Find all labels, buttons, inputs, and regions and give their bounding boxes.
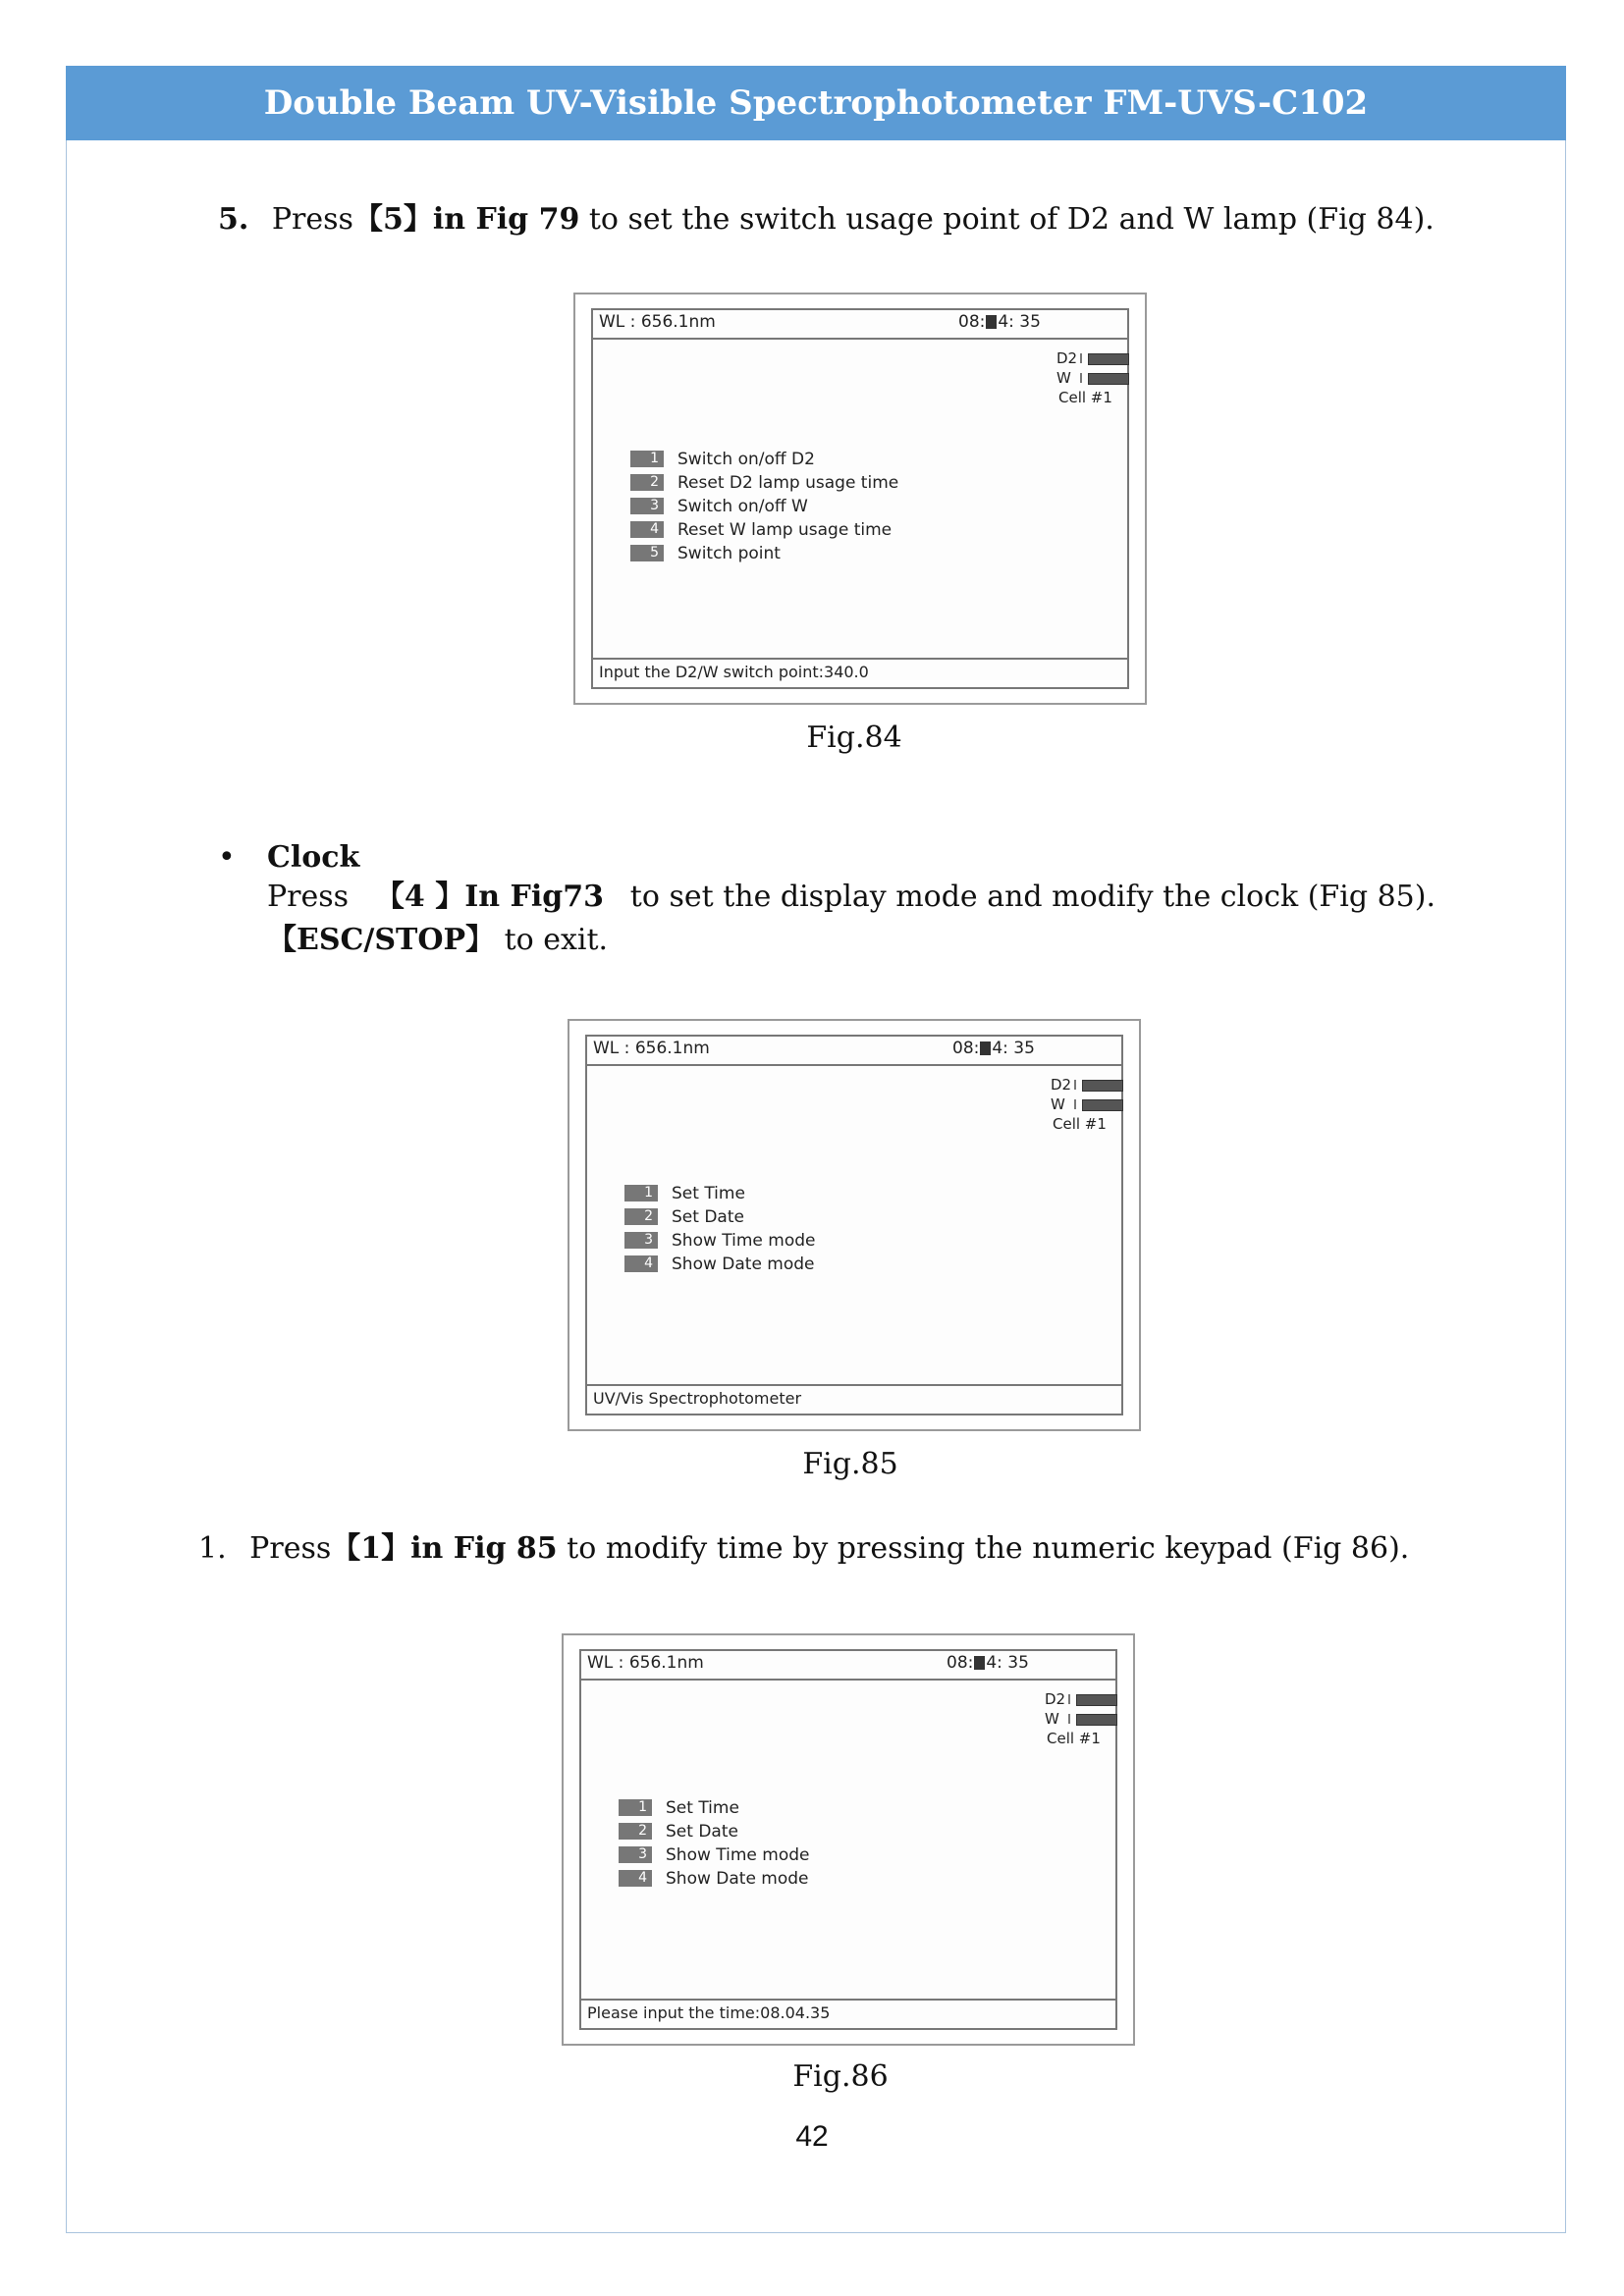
exit-text: to exit. (495, 923, 609, 957)
step-5-paragraph (218, 198, 1435, 241)
menu-item-number: 1 (630, 451, 664, 467)
lcd-status-bar (581, 1999, 1115, 2028)
speaker-icon (986, 315, 997, 329)
figure-caption: Fig.84 (806, 721, 902, 755)
step-1-paragraph (198, 1527, 1409, 1571)
menu-item-label: Switch on/off D2 (677, 450, 815, 469)
menu-item-number: 4 (630, 521, 664, 538)
clock-hours: 08: (947, 1653, 974, 1673)
step-key: 【5】in Fig 79 (352, 202, 580, 237)
cell-label: Cell #1 (1053, 1115, 1107, 1133)
menu-item-number: 1 (624, 1185, 658, 1201)
clock-key: 【4 】In Fig73 (374, 880, 604, 914)
d2-lamp-bar (1082, 1080, 1123, 1092)
menu-item-number: 2 (624, 1208, 658, 1225)
menu-item (619, 1822, 913, 1842)
clock-readout (958, 312, 1041, 332)
menu-item-label: Set Date (672, 1207, 744, 1227)
step-press: Press (249, 1531, 332, 1566)
lcd-screen (591, 308, 1129, 689)
page-header (66, 66, 1566, 140)
menu-item (624, 1207, 919, 1227)
menu-item (624, 1255, 919, 1274)
menu-item-label: Switch point (677, 544, 781, 563)
menu-item-number: 3 (630, 498, 664, 514)
figure-caption: Fig.85 (802, 1447, 898, 1481)
menu-item (619, 1845, 913, 1865)
menu-item-label: Show Date mode (666, 1869, 809, 1889)
menu-item (630, 544, 925, 563)
clock-title: Clock (267, 840, 360, 875)
menu-item-number: 4 (619, 1870, 652, 1887)
step-text: to modify time by pressing the numeric keypad (Fig 86). (557, 1531, 1410, 1566)
clock-minutes-seconds: 4: 35 (992, 1039, 1035, 1058)
w-lamp-bar (1076, 1714, 1117, 1726)
lcd-figure-84 (573, 293, 1147, 705)
menu-item (630, 450, 925, 469)
menu-item-number: 1 (619, 1799, 652, 1816)
lcd-top-bar (581, 1651, 1115, 1681)
menu-item (619, 1798, 913, 1818)
figure-caption: Fig.86 (792, 2059, 889, 2094)
status-text: UV/Vis Spectrophotometer (593, 1389, 802, 1408)
d2-lamp-label: D2 (1051, 1076, 1072, 1094)
lcd-status-bar (593, 658, 1127, 687)
lcd-figure-85 (568, 1019, 1141, 1431)
menu-item-label: Switch on/off W (677, 497, 808, 516)
clock-minutes-seconds: 4: 35 (998, 312, 1041, 332)
menu-item (624, 1231, 919, 1251)
menu-item-label: Set Date (666, 1822, 738, 1842)
step-text: to set the switch usage point of D2 and W lamp (Fig 84). (579, 202, 1435, 237)
menu-item-label: Reset D2 lamp usage time (677, 473, 899, 493)
wavelength-readout: WL : 656.1nm (593, 1039, 710, 1058)
clock-readout (952, 1039, 1035, 1058)
clock-hours: 08: (952, 1039, 980, 1058)
menu-item (624, 1184, 919, 1203)
step-key: 【1】in Fig 85 (331, 1531, 558, 1566)
menu-item-number: 5 (630, 545, 664, 561)
wavelength-readout: WL : 656.1nm (587, 1653, 704, 1673)
menu-item-label: Show Date mode (672, 1255, 815, 1274)
clock-text: to set the display mode and modify the clock (Fig 85). (629, 880, 1435, 914)
menu-item (630, 520, 925, 540)
clock-hours: 08: (958, 312, 986, 332)
step-number: 1. (198, 1531, 227, 1566)
bullet-icon: • (218, 840, 236, 875)
menu-item-number: 3 (624, 1232, 658, 1249)
menu-item-label: Show Time mode (672, 1231, 816, 1251)
menu-item-number: 2 (619, 1823, 652, 1840)
d2-lamp-bar (1088, 353, 1129, 365)
w-lamp-bar (1082, 1099, 1123, 1111)
w-lamp-label: W (1045, 1710, 1059, 1728)
lcd-figure-86 (562, 1633, 1135, 2046)
lcd-screen (579, 1649, 1117, 2030)
menu-item-number: 4 (624, 1255, 658, 1272)
w-lamp-bar (1088, 373, 1129, 385)
menu-item-label: Set Time (672, 1184, 745, 1203)
esc-key: 【ESC/STOP】 (267, 923, 496, 957)
lcd-screen (585, 1035, 1123, 1415)
menu-item-label: Reset W lamp usage time (677, 520, 893, 540)
d2-lamp-label: D2 (1045, 1690, 1066, 1708)
speaker-icon (974, 1656, 985, 1670)
menu-item (630, 473, 925, 493)
d2-lamp-bar (1076, 1694, 1117, 1706)
w-lamp-label: W (1051, 1095, 1065, 1113)
w-lamp-label: W (1056, 369, 1071, 387)
page-number: 42 (795, 2120, 829, 2153)
clock-line-1 (267, 876, 1435, 919)
lcd-top-bar (587, 1037, 1121, 1066)
menu-item-label: Show Time mode (666, 1845, 810, 1865)
step-press: Press (271, 202, 353, 237)
clock-minutes-seconds: 4: 35 (986, 1653, 1029, 1673)
wavelength-readout: WL : 656.1nm (599, 312, 716, 332)
lcd-top-bar (593, 310, 1127, 340)
cell-label: Cell #1 (1047, 1730, 1101, 1747)
clock-readout (947, 1653, 1029, 1673)
header-title: Double Beam UV-Visible Spectrophotometer FM-UVS-C102 (263, 83, 1369, 123)
lcd-status-bar (587, 1384, 1121, 1414)
menu-item-label: Set Time (666, 1798, 739, 1818)
menu-item-number: 3 (619, 1846, 652, 1863)
step-number: 5. (218, 202, 249, 237)
d2-lamp-label: D2 (1056, 349, 1078, 367)
clock-line-2 (267, 919, 1435, 962)
status-text: Input the D2/W switch point:340.0 (599, 663, 869, 681)
clock-bullet-heading (218, 836, 360, 880)
clock-paragraph (267, 876, 1435, 962)
menu-item (619, 1869, 913, 1889)
speaker-icon (980, 1041, 991, 1055)
cell-label: Cell #1 (1058, 389, 1112, 406)
menu-item-number: 2 (630, 474, 664, 491)
menu-item (630, 497, 925, 516)
clock-press: Press (267, 880, 350, 914)
status-text: Please input the time:08.04.35 (587, 2003, 831, 2022)
